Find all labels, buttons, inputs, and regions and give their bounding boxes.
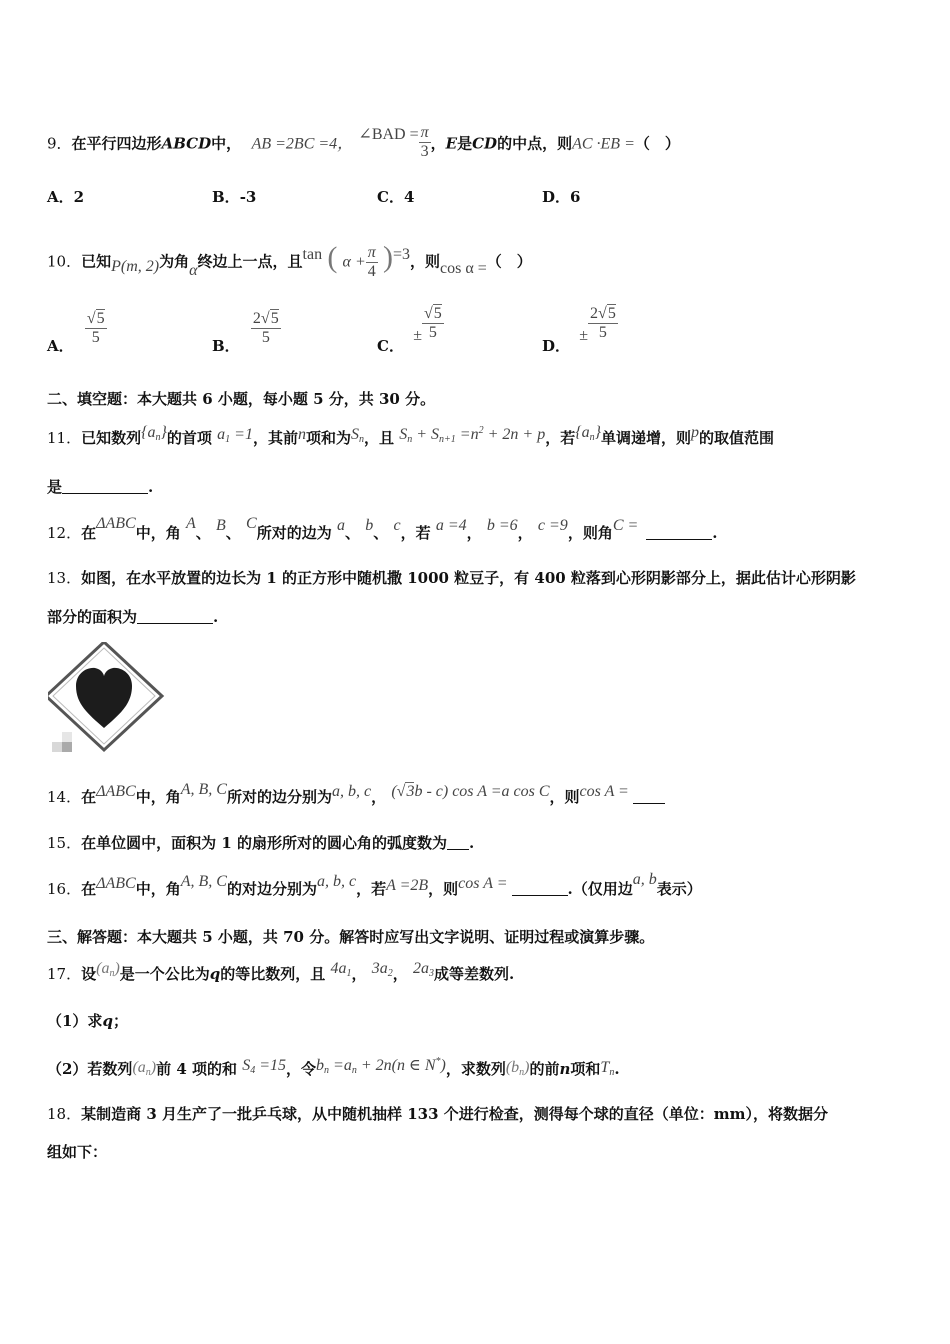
- q12-b-value: b =6: [486, 517, 518, 534]
- q17-text-b: 是一个公比为: [119, 965, 210, 983]
- q10-point: P(m, 2): [111, 257, 160, 275]
- q9-expression: AC ·EB =: [572, 135, 635, 153]
- q17-part1-text: （1）求: [47, 1012, 103, 1030]
- q18-line1: 某制造商 3 月生产了一批乒乓球，从中随机抽样 133 个进行检查，测得每个球的直径（单位：mm），将数据分: [81, 1105, 828, 1123]
- q11-text-f: ，若: [545, 429, 576, 447]
- radicand: 5: [607, 305, 616, 322]
- q11-text-g: 单调递增，则: [601, 429, 692, 447]
- coefficient: 2: [252, 310, 261, 327]
- q17-part2-text-c: ，令: [286, 1060, 317, 1078]
- angle-B: B: [216, 517, 226, 534]
- question-number: 10．: [47, 252, 82, 271]
- fraction-denominator: 3: [420, 143, 429, 160]
- q15-text: 在单位圆中，面积为 1 的扇形所对的圆心角的弧度数为: [81, 834, 447, 852]
- question-12: [47, 515, 910, 545]
- q9-angle-fraction: [419, 124, 431, 161]
- q12-text: 在: [81, 524, 97, 542]
- question-number: 15．: [47, 834, 82, 852]
- comma: ，: [351, 965, 367, 983]
- option-label: A．: [47, 336, 74, 355]
- q9-point: E: [445, 134, 458, 153]
- side-c: c: [393, 517, 401, 534]
- q10-option-b[interactable]: [212, 310, 281, 355]
- q9-angle-label: ∠BAD =: [358, 125, 419, 143]
- q10-option-c[interactable]: [377, 305, 444, 355]
- q14-equation: (√3b - c) cos A =a cos C: [391, 783, 550, 800]
- q17-bn-def: $b_n =a_n + 2n(n$ ∈ N*): [316, 1056, 446, 1076]
- q9-option-a[interactable]: [47, 186, 84, 207]
- q11-text-c: ，其前: [252, 429, 298, 447]
- question-17-part1: [47, 1010, 910, 1032]
- q17-seq: $(a_n)$: [96, 960, 120, 979]
- q9-option-d[interactable]: [542, 186, 580, 207]
- denominator: 5: [428, 324, 437, 341]
- q17-part2-text-f: 项和: [570, 1060, 601, 1078]
- question-16: [47, 871, 910, 901]
- side-a: a: [336, 517, 345, 534]
- q9-text-d: 是: [457, 134, 473, 153]
- question-9: [47, 126, 910, 163]
- question-number: 9．: [47, 134, 72, 153]
- heart-figure-svg: [48, 642, 168, 757]
- q11-line2-text: 是: [47, 478, 63, 496]
- q17-text: 设: [81, 965, 97, 983]
- q12-triangle: ΔABC: [96, 515, 136, 532]
- answer-blank[interactable]: [62, 479, 148, 494]
- q12-text-b: 中，角: [135, 524, 181, 542]
- q11-text: 已知数列: [81, 429, 142, 447]
- q14-cosA: cos A =: [579, 783, 629, 800]
- q12-text-e: ，则角: [567, 524, 613, 542]
- q11-text-h: 的取值范围: [699, 429, 775, 447]
- q12-c-value: c =9: [537, 517, 568, 534]
- q9-text-b: 中，: [211, 134, 242, 153]
- q17-part2-text-e: 的前: [529, 1060, 560, 1078]
- radicand: 5: [96, 310, 105, 327]
- plus-minus: ±: [579, 326, 589, 344]
- watermark-square: [62, 732, 72, 742]
- q17-q: q: [209, 965, 221, 983]
- denominator: 5: [598, 324, 607, 341]
- q17-part2-text-d: ，求数列: [445, 1060, 506, 1078]
- q11-text-b: 的首项: [166, 429, 212, 447]
- option-fraction: $\frac{√5}{5}$: [86, 310, 105, 346]
- period: .: [213, 608, 219, 626]
- comma: ，: [392, 965, 408, 983]
- q17-term1: $4a_1$: [330, 960, 352, 979]
- question-11: [47, 424, 910, 455]
- q16-text-f: .（仅用边: [567, 880, 633, 898]
- fraction-denominator: 4: [367, 263, 376, 280]
- pi-numerator: π: [367, 244, 376, 261]
- q12-a-value: a =4: [435, 517, 467, 534]
- semicolon: ；: [112, 1012, 128, 1030]
- denominator: 5: [91, 329, 100, 346]
- section-3-heading: 三、解答题：本大题共 5 小题，共 70 分。解答时应写出文字说明、证明过程或演算步骤。: [47, 928, 655, 946]
- q17-bseq: $(b_n)$: [505, 1059, 530, 1078]
- q10-pi-fraction: [366, 244, 378, 281]
- question-18: [47, 1103, 910, 1125]
- q17-part2-text-b: 前 4 项的和: [156, 1060, 237, 1078]
- q17-part2-seq: $(a_n)$: [132, 1059, 157, 1078]
- q11-text-d: 项和为: [305, 429, 351, 447]
- option-label: D．: [542, 336, 571, 355]
- q13-line2: 部分的面积为: [47, 608, 138, 626]
- question-number: 18．: [47, 1105, 82, 1123]
- q16-condition: A =2B: [386, 877, 429, 894]
- q14-text-b: 中，角: [135, 788, 181, 806]
- q10-text-c: 终边上一点，且: [197, 252, 303, 271]
- question-15: [47, 832, 910, 854]
- q10-eq3: =3: [393, 245, 411, 263]
- q11-seq-2: $\{a_n\}$: [575, 424, 602, 443]
- denominator: 5: [261, 329, 270, 346]
- q10-text: 已知: [81, 252, 112, 271]
- q9-condition: AB =2BC =4，: [251, 135, 354, 153]
- period: .: [712, 524, 718, 542]
- option-value: 6: [570, 188, 581, 206]
- q10-option-d[interactable]: [542, 305, 618, 355]
- q9-shape: ABCD: [161, 134, 212, 153]
- radicand: 5: [270, 310, 279, 327]
- q16-cosA: cos A =: [458, 875, 508, 892]
- q17-term3: $2a_3$: [413, 960, 435, 979]
- comma: ，: [466, 524, 482, 542]
- answer-blank[interactable]: [447, 835, 469, 850]
- option-label: A．: [47, 188, 74, 206]
- q17-text-c: 的等比数列，且: [220, 965, 326, 983]
- question-10: 10．已知P(m, 2)为角α终边上一点，且tan ( α + $\frac{\pi}{4}$ )=3，则cos α =（ ）: [47, 240, 532, 280]
- separator: 、: [373, 524, 389, 542]
- q17-part2-n: n: [559, 1060, 571, 1078]
- period: .: [614, 1060, 620, 1078]
- period: .: [148, 478, 154, 496]
- watermark-square: [62, 742, 72, 752]
- q9-text-e: 的中点，则: [497, 134, 573, 153]
- q14-text: 在: [81, 788, 97, 806]
- option-label: B．: [212, 188, 240, 206]
- separator: 、: [195, 524, 211, 542]
- q10-tan: tan: [302, 245, 323, 263]
- question-number: 13．: [47, 569, 82, 587]
- q9-option-b[interactable]: [212, 186, 256, 207]
- q11-a1: $a_1 =1$: [217, 426, 253, 445]
- q16-angles: A, B, C: [180, 873, 227, 890]
- q17-text-d: 成等差数列.: [434, 965, 515, 983]
- q16-ab: a, b: [632, 871, 657, 888]
- option-value: -3: [239, 188, 257, 206]
- answer-paren: （ ）: [634, 134, 680, 153]
- q9-text: 在平行四边形: [71, 134, 162, 153]
- answer-blank[interactable]: [137, 609, 213, 624]
- q11-Sn: $S_n$: [351, 426, 364, 445]
- option-value: 4: [403, 188, 415, 206]
- q11-seq: $\{a_n\}$: [141, 424, 167, 443]
- question-14: [47, 781, 910, 809]
- question-number: 12．: [47, 524, 82, 542]
- q10-cos: cos α =: [440, 259, 487, 277]
- q10-text-b: 为角: [159, 252, 190, 271]
- heart-in-square-figure: [48, 642, 168, 757]
- coefficient: 2: [590, 305, 599, 322]
- q16-text-d: ，若: [356, 880, 387, 898]
- q9-segment: CD: [472, 134, 498, 153]
- question-number: 14．: [47, 788, 82, 806]
- q13-line1: 如图，在水平放置的边长为 1 的正方形中随机撒 1000 粒豆子，有 400 粒落到心形阴影部分上，据此估计心形阴影: [81, 569, 856, 587]
- period: .: [468, 834, 475, 852]
- answer-blank[interactable]: [646, 525, 712, 540]
- option-label: C．: [377, 188, 404, 206]
- q12-C-eq: C =: [612, 517, 639, 534]
- q16-text-g: 表示）: [656, 880, 702, 898]
- q16-sides: a, b, c: [316, 873, 357, 890]
- watermark-square: [52, 742, 62, 752]
- question-number: 16．: [47, 880, 82, 898]
- angle-C: C: [246, 515, 257, 532]
- q16-text-e: ，则: [428, 880, 459, 898]
- q9-comma: ，: [430, 134, 446, 153]
- question-18-line2: 组如下：: [47, 1143, 108, 1161]
- angle-A: A: [185, 515, 196, 532]
- answer-paren: （ ）: [486, 252, 532, 271]
- q14-angles: A, B, C: [180, 781, 227, 798]
- question-17-part2: [47, 1055, 910, 1086]
- q11-text-e: ，且: [364, 429, 395, 447]
- question-13: [47, 567, 910, 589]
- q10-tan-inner: α +: [342, 253, 366, 271]
- option-fraction: $\frac{2√5}{5}$: [252, 310, 279, 346]
- option-label: D．: [542, 188, 571, 206]
- pi-numerator: π: [420, 124, 429, 141]
- question-number: 11．: [47, 429, 82, 447]
- q12-text-c: 所对的边为: [256, 524, 332, 542]
- q16-triangle: ΔABC: [96, 875, 136, 892]
- answer-blank[interactable]: [633, 789, 665, 804]
- q12-text-d: ，若: [400, 524, 431, 542]
- q17-part2-text: （2）若数列: [47, 1060, 133, 1078]
- separator: 、: [344, 524, 360, 542]
- q11-p: p: [691, 424, 700, 441]
- q16-text: 在: [81, 880, 97, 898]
- q17-S4: $S_4 =15$: [242, 1057, 287, 1076]
- option-value: 2: [73, 188, 85, 206]
- q11-n: n: [297, 426, 306, 443]
- question-13-line2: [47, 606, 910, 628]
- option-label: B．: [212, 336, 240, 355]
- q17-term2: $3a_2$: [371, 960, 393, 979]
- q9-option-c[interactable]: [377, 186, 414, 207]
- q17-Tn: $T_n$: [600, 1059, 615, 1078]
- radicand: 5: [433, 305, 442, 322]
- q10-alpha: α: [189, 261, 198, 279]
- q14-sides: a, b, c: [331, 783, 372, 800]
- q14-text-c: 所对的边分别为: [226, 788, 332, 806]
- question-number: 17．: [47, 965, 82, 983]
- question-17: [47, 960, 910, 991]
- q16-text-c: 的对边分别为: [226, 880, 317, 898]
- q16-text-b: 中，角: [135, 880, 181, 898]
- side-b: b: [365, 517, 374, 534]
- separator: 、: [225, 524, 241, 542]
- section-2-heading: 二、填空题：本大题共 6 小题，每小题 5 分，共 30 分。: [47, 390, 436, 408]
- comma: ，: [517, 524, 533, 542]
- q10-text-d: ，则: [410, 252, 441, 271]
- answer-blank[interactable]: [512, 881, 568, 896]
- q17-part1-q: q: [102, 1012, 113, 1030]
- q14-text-e: ，则: [549, 788, 580, 806]
- plus-minus: ±: [413, 326, 422, 344]
- option-fraction: $\frac{2√5}{5}$: [590, 305, 616, 341]
- q14-triangle: ΔABC: [96, 783, 136, 800]
- q14-text-d: ，: [371, 788, 387, 806]
- option-fraction: $\frac{√5}{5}$: [423, 305, 442, 341]
- question-11-line2: [47, 476, 910, 498]
- q11-equation: $S_n + S_{n+1} =n^2 + 2n + p$: [399, 425, 546, 445]
- q10-option-a[interactable]: [47, 310, 107, 355]
- option-label: C．: [377, 336, 404, 355]
